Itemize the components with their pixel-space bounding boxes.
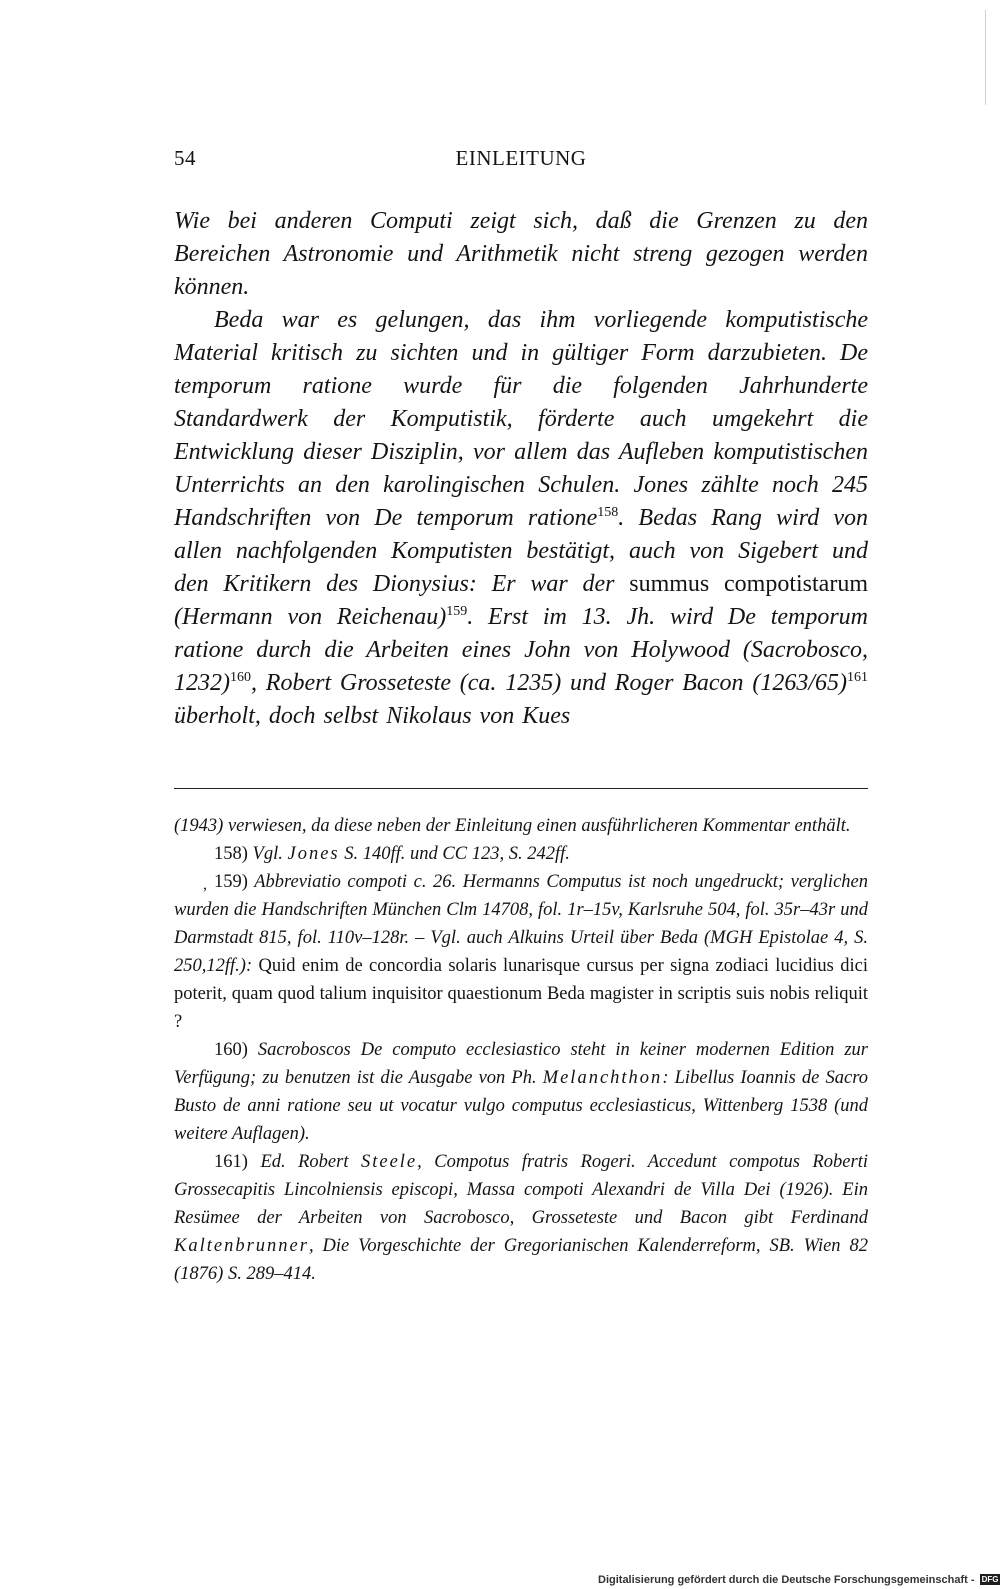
footnote-number: 160)	[214, 1040, 248, 1060]
footnote-161	[174, 1148, 868, 1288]
author-name: Jones	[287, 844, 340, 864]
footnote-ref-158: 158	[597, 505, 619, 520]
footnote-text: Ed. Robert	[260, 1152, 361, 1172]
footnote-continuation: (1943) verwiesen, da diese neben der Einleitung einen ausführlicheren Kommentar enthält.	[174, 816, 851, 836]
paragraph-1: Wie bei anderen Computi zeigt sich, daß die Grenzen zu den Bereichen Astronomie und Arithmetik nicht streng gezogen werden können.	[174, 208, 868, 300]
footnote-ref-160: 160	[230, 670, 251, 685]
page-number: 54	[174, 146, 196, 170]
paragraph-2-part-d: . Erst im 13. Jh. wird De temporum ratione durch die Arbeiten eines John von Holywood (Sacrobosco, 1232)	[174, 604, 869, 696]
footnote-number: 161)	[214, 1152, 248, 1172]
main-text	[174, 205, 868, 733]
footnote-text: Abbreviatio compoti c. 26. Hermanns Computus ist noch ungedruckt; verglichen wurden die Handschriften München Clm 14708, fol. 1r–15v, Karlsruhe 504, fol. 35r–43r und Darmstadt 815, fol. 110v–128r. – Vgl. auch Alkuins Urteil über Beda (MGH Epistolae 4, S. 250,12ff.):	[174, 872, 868, 976]
scan-edge-line	[985, 10, 986, 105]
latin-quote: summus compotistarum	[629, 571, 868, 597]
stray-mark: ,	[203, 876, 207, 893]
footnote-ref-161: 161	[847, 670, 868, 685]
footnote-text: Sacroboscos De computo ecclesiastico steht in keiner modernen Edition zur Verfügung; zu benutzen ist die Ausgabe von Ph.	[174, 1040, 868, 1088]
footnote-158	[174, 840, 868, 868]
paragraph-2-part-a: Beda war es gelungen, das ihm vorliegende komputistische Material kritisch zu sichten und in gültiger Form darzubieten. De temporum ratione wurde für die folgenden Jahrhunderte Standardwerk der Komputistik, förderte auch umgekehrt die Entwicklung dieser Disziplin, vor allem das Aufleben komputistischen Unterrichts an den karolingischen Schulen. Jones zählte noch 245 Handschriften von De temporum ratione	[174, 307, 868, 531]
footnote-ref-159: 159	[446, 604, 468, 619]
footnote-text: , Compotus fratris Rogeri. Accedunt compotus Roberti Grossecapitis Lincolniensis episcopi, Massa compoti Alexandri de Villa Dei (1926). Ein Resümee der Arbeiten von Sacrobosco, Grosseteste und Bacon gibt Ferdinand	[174, 1152, 868, 1228]
footnote-number: 158)	[214, 844, 248, 864]
author-name: Steele	[360, 1152, 418, 1172]
footnote-number: 159)	[214, 872, 248, 892]
latin-quote: Quid enim de concordia solaris lunarisque cursus per signa zodiaci lucidius dici poterit, quam quod talium inquisitor quaestionum Beda magister in scriptis suis nobis reliquit ?	[174, 956, 868, 1032]
footnote-text: S. 140ff. und CC 123, S. 242ff.	[339, 844, 570, 864]
paragraph-2-part-b: . Bedas Rang wird von allen nachfolgenden Komputisten bestätigt, auch von Sigebert und den Kritikern des Dionysius: Er war der	[174, 505, 869, 597]
footnote-text: Vgl.	[252, 844, 288, 864]
paragraph-2	[174, 304, 868, 733]
footnote-text: : Libellus Ioannis de Sacro Busto de anni ratione seu ut vocatur vulgo computus ecclesiasticus, Wittenberg 1538 (und weitere Auflagen).	[174, 1068, 868, 1144]
footnote-159	[174, 868, 868, 1036]
author-name: Melanchthon	[542, 1068, 663, 1088]
footnotes	[174, 812, 868, 1288]
paragraph-2-part-c: (Hermann von Reichenau)	[174, 604, 447, 630]
credit-text: Digitalisierung gefördert durch die Deutsche Forschungsgemeinschaft -	[598, 1574, 978, 1586]
author-name: Kaltenbrunner	[174, 1236, 309, 1256]
dfg-logo-icon: DFG	[981, 1575, 999, 1584]
footnote-separator	[174, 788, 868, 789]
paragraph-2-part-e: , Robert Grosseteste (ca. 1235) und Roger Bacon (1263/65)	[251, 670, 847, 696]
footnote-160	[174, 1036, 868, 1148]
digitization-credit	[598, 1574, 1000, 1586]
paragraph-2-part-f: überholt, doch selbst Nikolaus von Kues	[174, 703, 571, 729]
page-header	[174, 146, 868, 178]
running-head: EINLEITUNG	[455, 146, 587, 170]
footnote-text: , Die Vorgeschichte der Gregorianischen Kalenderreform, SB. Wien 82 (1876) S. 289–414.	[174, 1236, 868, 1284]
